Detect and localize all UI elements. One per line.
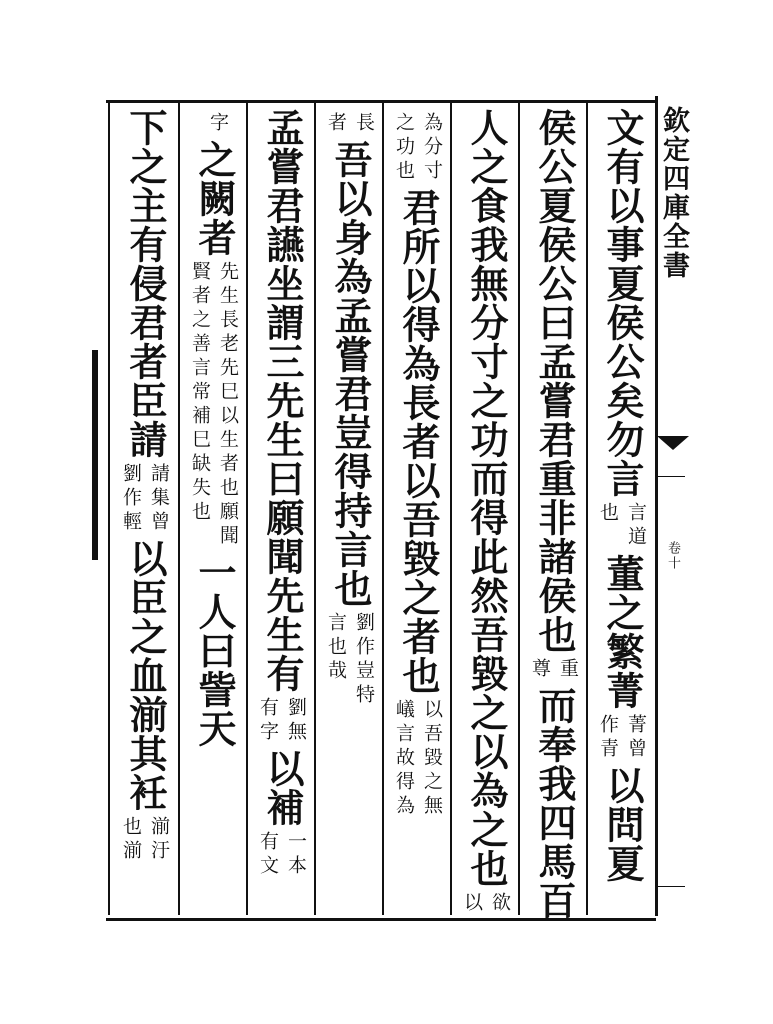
commentary-line: 以 bbox=[461, 892, 483, 916]
commentary-line: 劉無 bbox=[285, 697, 307, 745]
main-text: 而奉我四馬百 bbox=[532, 686, 577, 920]
commentary-line: 字 bbox=[207, 112, 229, 136]
column-rule bbox=[450, 100, 452, 915]
main-text: 以補 bbox=[260, 749, 305, 827]
binding-edge bbox=[92, 350, 98, 560]
commentary-note bbox=[326, 608, 374, 712]
column-rule bbox=[108, 100, 110, 915]
fish-tail-mark bbox=[673, 436, 689, 450]
fish-tail-mark bbox=[657, 436, 673, 450]
main-text: 下之主有侵君者臣請 bbox=[123, 108, 168, 459]
margin-divider bbox=[657, 886, 685, 887]
column-text bbox=[529, 108, 579, 920]
commentary-line: 劉作豈特 bbox=[353, 612, 375, 708]
commentary-line: 賢者之善言常補巳缺失也 bbox=[189, 261, 211, 525]
commentary-note bbox=[530, 654, 578, 686]
main-text: 文有以事夏侯公矣勿言 bbox=[600, 108, 645, 498]
commentary-line: 言也哉 bbox=[325, 612, 347, 684]
column-text bbox=[461, 108, 511, 916]
main-text: 之闕者 bbox=[192, 140, 237, 257]
commentary-line: 一本 bbox=[285, 831, 307, 879]
text-column-2 bbox=[522, 108, 586, 920]
commentary-line: 也 bbox=[597, 502, 619, 526]
commentary-line: 欲 bbox=[489, 892, 511, 916]
text-column-8 bbox=[112, 108, 178, 908]
column-rule bbox=[314, 100, 316, 915]
commentary-line: 言道 bbox=[625, 502, 647, 550]
commentary-note bbox=[394, 695, 442, 823]
commentary-line: 之功也 bbox=[393, 112, 415, 184]
commentary-line: 請集曾 bbox=[148, 463, 170, 535]
commentary-line: 菁曾 bbox=[625, 714, 647, 762]
commentary-note bbox=[121, 812, 169, 868]
commentary-note bbox=[200, 108, 228, 140]
main-text: 一人曰訾天 bbox=[192, 553, 237, 748]
commentary-note bbox=[462, 888, 510, 920]
commentary-note bbox=[598, 498, 646, 554]
column-rule bbox=[178, 100, 180, 915]
column-rule bbox=[382, 100, 384, 915]
main-text: 人之食我無分寸之功而得此然吾毀之以為之也 bbox=[464, 108, 509, 888]
volume-label: 卷十 bbox=[665, 541, 680, 571]
commentary-note bbox=[394, 108, 442, 188]
commentary-line: 有文 bbox=[257, 831, 279, 879]
column-text bbox=[258, 108, 306, 908]
commentary-line: 為分寸 bbox=[421, 112, 443, 184]
main-text: 吾以身為孟嘗君豈得持言也 bbox=[328, 140, 373, 608]
commentary-line: 先生長老先巳以生者也願聞 bbox=[217, 261, 239, 549]
main-text: 以臣之血湔其衽 bbox=[123, 539, 168, 812]
commentary-line: 長 bbox=[353, 112, 375, 136]
main-text: 侯公夏侯公曰孟嘗君重非諸侯也 bbox=[532, 108, 577, 654]
page-margin bbox=[657, 96, 689, 916]
commentary-note bbox=[121, 459, 169, 539]
text-column-6 bbox=[250, 108, 314, 908]
commentary-line: 湔汙 bbox=[148, 816, 170, 864]
commentary-note bbox=[598, 710, 646, 766]
main-text: 君所以得為長者以吾毀之者也 bbox=[396, 188, 441, 695]
commentary-note bbox=[190, 257, 238, 553]
commentary-line: 嶬言故得為 bbox=[393, 699, 415, 819]
commentary-line: 作青 bbox=[597, 714, 619, 762]
commentary-note bbox=[258, 827, 306, 883]
column-text bbox=[598, 108, 646, 908]
text-column-5 bbox=[318, 108, 382, 908]
commentary-line: 尊 bbox=[529, 658, 551, 682]
commentary-note bbox=[258, 693, 306, 749]
commentary-line: 者 bbox=[325, 112, 347, 136]
main-text: 董之繁菁 bbox=[600, 554, 645, 710]
column-rule bbox=[518, 100, 520, 915]
commentary-line: 重 bbox=[557, 658, 579, 682]
column-text bbox=[190, 108, 238, 908]
commentary-line: 也湔 bbox=[120, 816, 142, 864]
text-column-3 bbox=[454, 108, 518, 916]
column-rule bbox=[246, 100, 248, 915]
commentary-line: 劉作輕 bbox=[120, 463, 142, 535]
commentary-note bbox=[326, 108, 374, 140]
text-column-4 bbox=[386, 108, 450, 908]
book-title: 欽定四庫全書 bbox=[658, 106, 689, 280]
column-text bbox=[394, 108, 442, 908]
column-text bbox=[121, 108, 169, 908]
commentary-line: 以吾毀之無 bbox=[421, 699, 443, 819]
main-text: 以問夏 bbox=[600, 766, 645, 883]
text-column-1 bbox=[590, 108, 654, 908]
text-column-7 bbox=[182, 108, 246, 908]
margin-divider bbox=[657, 476, 685, 477]
column-text bbox=[326, 108, 374, 908]
column-rule bbox=[586, 100, 588, 915]
commentary-line: 有字 bbox=[257, 697, 279, 745]
main-text: 孟嘗君讌坐謂三先生曰願聞先生有 bbox=[260, 108, 305, 693]
